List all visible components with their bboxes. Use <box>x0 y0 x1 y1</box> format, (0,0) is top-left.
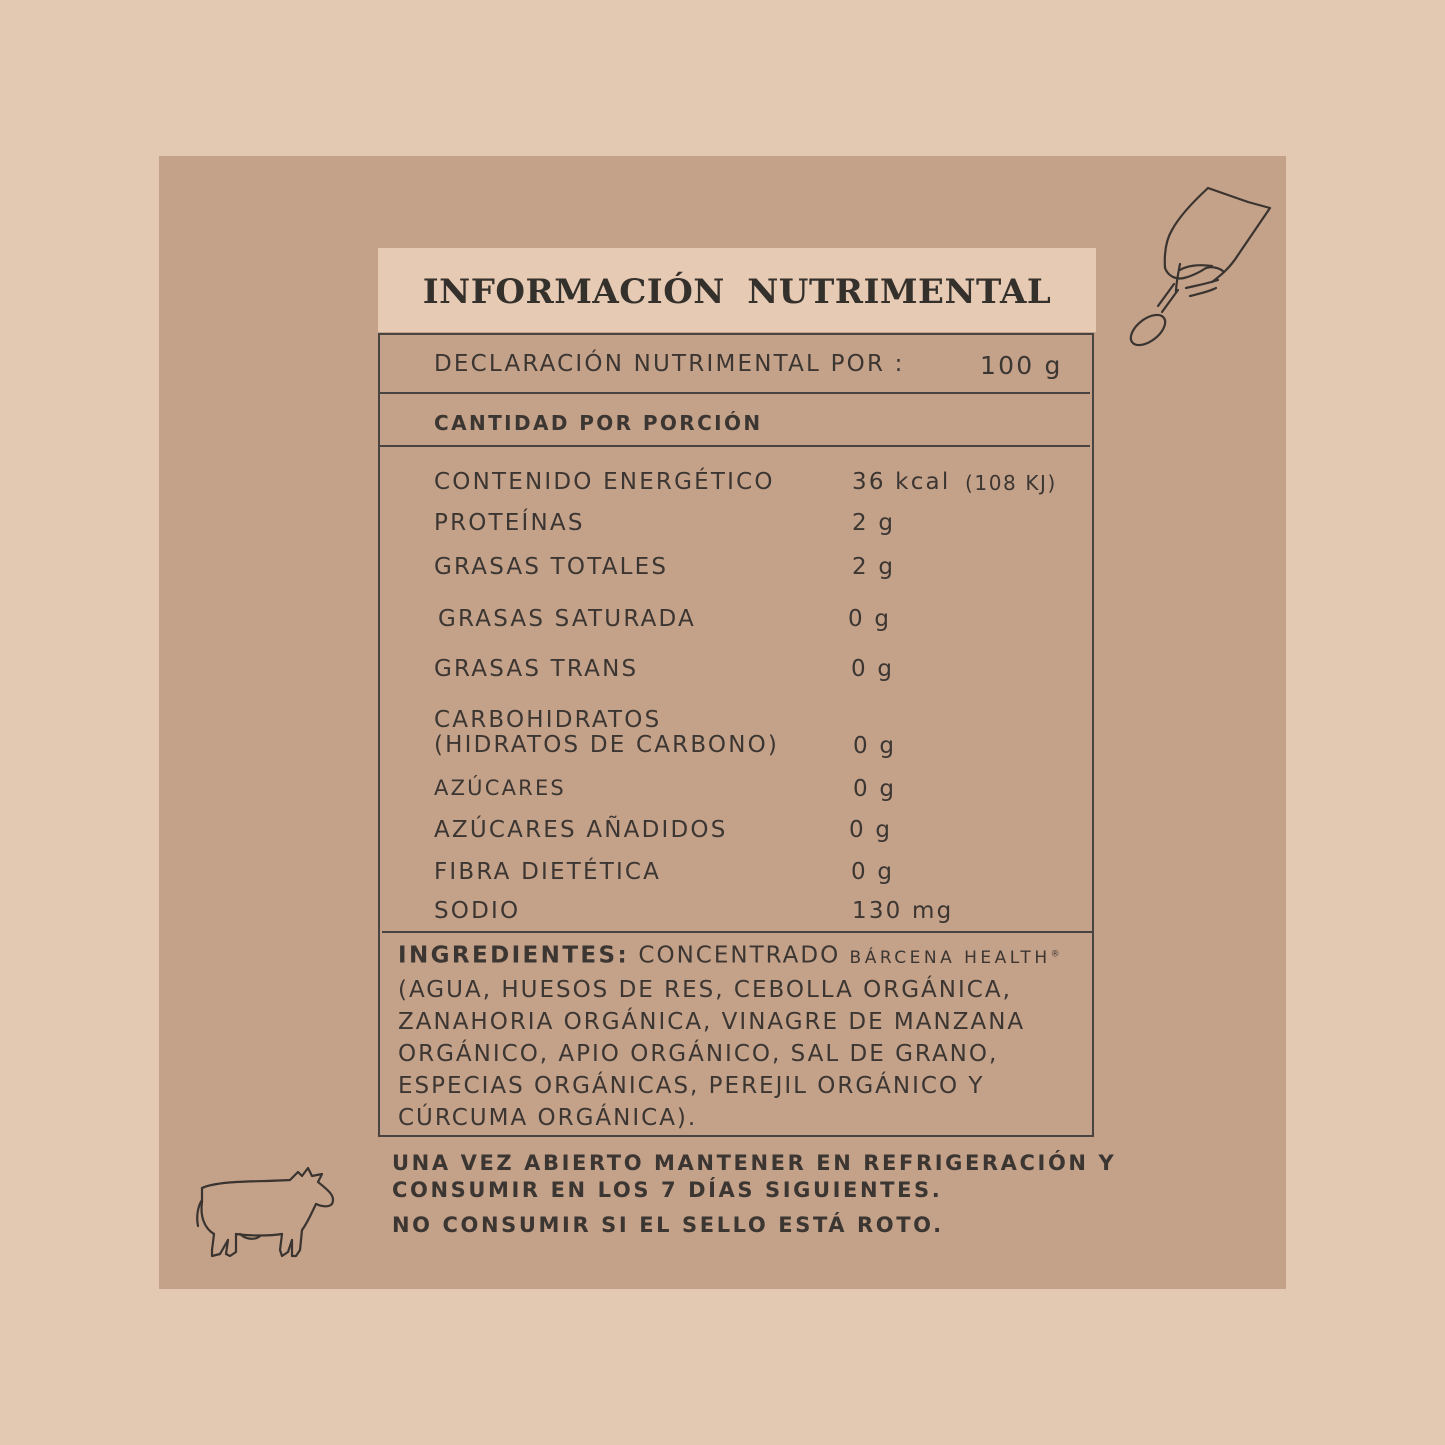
nutrient-value: 2 g <box>852 554 896 580</box>
nutrient-value: 0 g <box>853 776 897 802</box>
nutrient-value: 2 g <box>852 510 896 536</box>
nutrient-value: 0 g <box>849 817 893 843</box>
storage-notes <box>392 1150 1116 1239</box>
nutrient-name: CONTENIDO ENERGÉTICO <box>434 469 775 495</box>
nutrient-name: AZÚCARES AÑADIDOS <box>434 817 728 843</box>
table-top-rule <box>378 333 1094 335</box>
nutrient-name: GRASAS TRANS <box>434 656 639 682</box>
title-banner <box>378 248 1096 332</box>
nutrient-name: GRASAS TOTALES <box>434 554 669 580</box>
declaration-label: DECLARACIÓN NUTRIMENTAL POR : <box>434 351 905 377</box>
cow-icon <box>190 1160 340 1265</box>
brand-text: BÁRCENA HEALTH <box>849 947 1051 968</box>
hand-spoon-icon <box>1120 180 1280 355</box>
ingredients-first-line <box>398 938 1088 974</box>
nutrient-name: AZÚCARES <box>434 776 566 800</box>
nutrient-extra: (108 KJ) <box>965 471 1057 495</box>
nutrient-value: 0 g <box>853 733 897 759</box>
ingredients-block <box>398 938 1088 1134</box>
nutrient-name: FIBRA DIETÉTICA <box>434 859 662 885</box>
nutrient-name: SODIO <box>434 898 521 924</box>
storage-note-line: UNA VEZ ABIERTO MANTENER EN REFRIGERACIÓN Y <box>392 1151 1117 1175</box>
ingredients-rule <box>382 931 1094 933</box>
ingredients-line: ESPECIAS ORGÁNICAS, PEREJIL ORGÁNICO Y <box>398 1072 985 1099</box>
nutrient-value: 130 mg <box>852 898 954 924</box>
nutrient-value: 36 kcal <box>852 469 951 495</box>
registered-mark: ® <box>1050 949 1064 959</box>
nutrient-name-secondary: (HIDRATOS DE CARBONO) <box>434 732 780 758</box>
nutrient-name: PROTEÍNAS <box>434 510 585 536</box>
storage-note-line: CONSUMIR EN LOS 7 DÍAS SIGUIENTES. <box>392 1178 943 1202</box>
portion-rule <box>380 445 1090 447</box>
ingredients-line: CÚRCUMA ORGÁNICA). <box>398 1104 698 1131</box>
nutrient-name: GRASAS SATURADA <box>438 606 696 632</box>
nutrient-value: 0 g <box>848 606 892 632</box>
declaration-rule <box>380 392 1090 394</box>
nutrient-name: CARBOHIDRATOS <box>434 707 662 733</box>
seal-warning: NO CONSUMIR SI EL SELLO ESTÁ ROTO. <box>392 1213 944 1237</box>
ingredients-label: INGREDIENTES: <box>398 942 630 969</box>
nutrient-value: 0 g <box>851 656 895 682</box>
brand-name <box>850 948 1064 968</box>
ingredients-line: ORGÁNICO, APIO ORGÁNICO, SAL DE GRANO, <box>398 1040 999 1067</box>
ingredients-intro: CONCENTRADO <box>638 942 841 969</box>
nutrient-value: 0 g <box>851 859 895 885</box>
page-title: INFORMACIÓN NUTRIMENTAL <box>422 272 1052 312</box>
declaration-value: 100 g <box>980 351 1063 380</box>
portion-header: CANTIDAD POR PORCIÓN <box>434 411 763 435</box>
ingredients-line: (AGUA, HUESOS DE RES, CEBOLLA ORGÁNICA, <box>398 976 1012 1003</box>
ingredients-line: ZANAHORIA ORGÁNICA, VINAGRE DE MANZANA <box>398 1008 1026 1035</box>
